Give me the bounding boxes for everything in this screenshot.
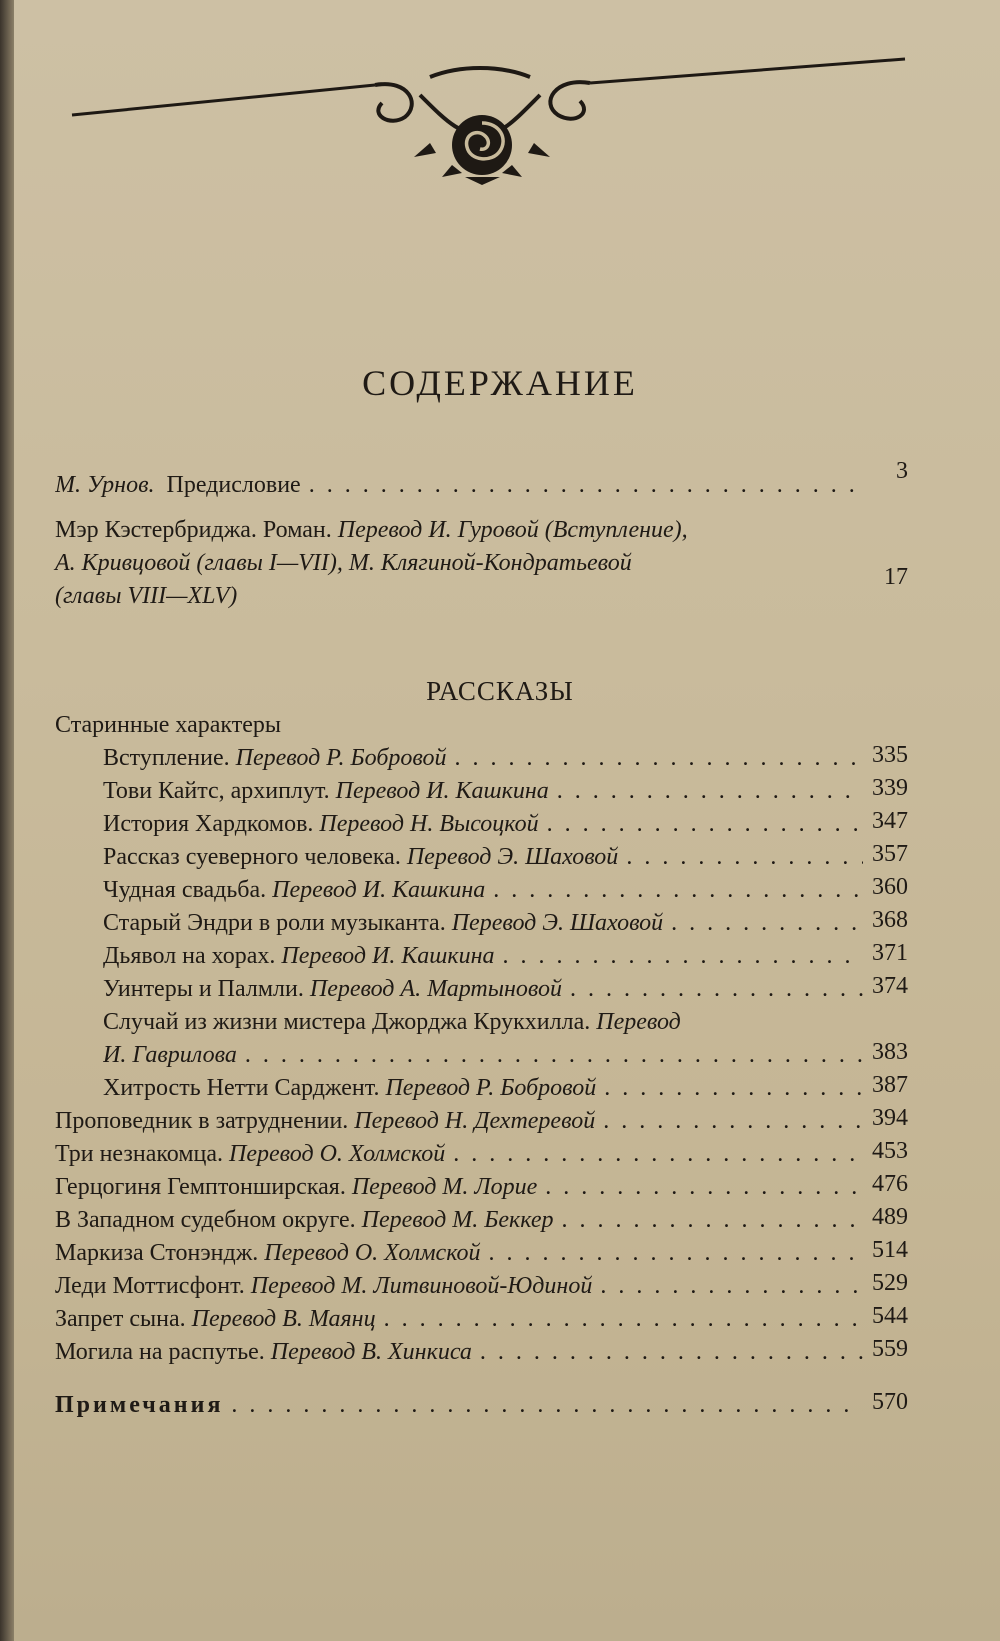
leader-dots <box>493 875 863 905</box>
toc-entry[interactable] <box>55 1106 863 1136</box>
toc-entry[interactable] <box>55 1304 863 1334</box>
entry-translator: Перевод Н. Высоцкой <box>319 811 539 837</box>
leader-dots <box>455 743 864 773</box>
toc-entry[interactable] <box>103 974 863 1004</box>
leader-dots <box>600 1271 863 1301</box>
page-number: 529 <box>872 1270 908 1296</box>
entry-translator: Перевод <box>596 1009 681 1035</box>
toc-entry[interactable] <box>55 1139 863 1169</box>
page-number: 335 <box>872 742 908 768</box>
page-number: 453 <box>872 1138 908 1164</box>
leader-dots <box>503 941 863 971</box>
page-number: 383 <box>872 1039 908 1065</box>
novel-title: Мэр Кэстербриджа. Роман. <box>55 517 332 543</box>
entry-title: Рассказ суеверного человека. <box>103 844 401 870</box>
entry-translator: Перевод Н. Дехтеревой <box>354 1108 596 1134</box>
page-number: 476 <box>872 1171 908 1197</box>
leader-dots <box>570 974 863 1004</box>
entry-translator: Перевод О. Холмской <box>264 1240 481 1266</box>
entry-translator: Перевод Р. Бобровой <box>235 745 447 771</box>
toc-entry-notes[interactable] <box>55 1390 863 1420</box>
toc-entry[interactable] <box>103 941 863 971</box>
entry-title: Случай из жизни мистера Джорджа Крукхилла. <box>103 1009 591 1035</box>
entry-title: Три незнакомца. <box>55 1141 224 1167</box>
preface-title: Предисловие <box>166 472 301 498</box>
page-number: 374 <box>872 973 908 999</box>
entry-translator: Перевод Э. Шаховой <box>451 910 664 936</box>
toc-entry[interactable] <box>103 875 863 905</box>
notes-title: Примечания <box>55 1392 224 1418</box>
entry-title: Вступление. <box>103 745 230 771</box>
toc-entry[interactable] <box>55 1337 863 1367</box>
section-title-stories: РАССКАЗЫ <box>426 676 574 706</box>
leader-dots <box>453 1139 863 1169</box>
toc-entry[interactable] <box>55 1205 863 1235</box>
page-edge-shadow <box>0 0 14 1641</box>
entry-title: Тови Кайтс, архиплут. <box>103 778 330 804</box>
entry-translator: Перевод М. Лорие <box>351 1174 538 1200</box>
leader-dots <box>480 1337 863 1367</box>
toc-entry[interactable] <box>55 1172 863 1202</box>
entry-translator: Перевод В. Хинкиса <box>270 1339 472 1365</box>
leader-dots <box>245 1040 863 1070</box>
toc-entry-novel[interactable] <box>55 514 855 613</box>
leader-dots <box>231 1390 863 1420</box>
novel-translator-1: Перевод И. Гуровой (Вступление), <box>337 517 688 543</box>
page-number: 570 <box>872 1389 908 1415</box>
leader-dots <box>671 908 863 938</box>
decorative-ornament <box>70 55 950 185</box>
entry-title: Проповедник в затруднении. <box>55 1108 349 1134</box>
entry-translator: Перевод М. Беккер <box>361 1207 554 1233</box>
page-number: 387 <box>872 1072 908 1098</box>
leader-dots <box>309 470 865 500</box>
page-number: 17 <box>884 564 908 590</box>
leader-dots <box>557 776 863 806</box>
novel-translator-3: (главы VIII—XLV) <box>55 583 238 609</box>
toc-entry[interactable] <box>103 1073 863 1103</box>
toc-entry-preface[interactable] <box>55 470 865 500</box>
leader-dots <box>562 1205 863 1235</box>
entry-translator: Перевод И. Кашкина <box>335 778 549 804</box>
entry-title: Маркиза Стонэндж. <box>55 1240 259 1266</box>
entry-translator: Перевод И. Кашкина <box>272 877 486 903</box>
entry-title: Старый Эндри в роли музыканта. <box>103 910 446 936</box>
page-number: 368 <box>872 907 908 933</box>
page-number: 394 <box>872 1105 908 1131</box>
entry-translator: Перевод А. Мартыновой <box>309 976 563 1002</box>
entry-title: Хитрость Нетти Сарджент. <box>103 1075 380 1101</box>
toc-entry[interactable] <box>55 1271 863 1301</box>
toc-entry[interactable] <box>103 908 863 938</box>
preface-author: М. Урнов. <box>55 472 155 498</box>
toc-entry[interactable] <box>103 743 863 773</box>
entry-title: Запрет сына. <box>55 1306 186 1332</box>
group-heading: Старинные характеры <box>55 712 282 738</box>
entry-title: Дьявол на хорах. <box>103 943 276 969</box>
leader-dots <box>545 1172 863 1202</box>
page-number: 544 <box>872 1303 908 1329</box>
entry-title: Чудная свадьба. <box>103 877 267 903</box>
page-number: 360 <box>872 874 908 900</box>
entry-title: Герцогиня Гемптонширская. <box>55 1174 346 1200</box>
novel-translator-2: А. Кривцовой (главы I—VII), М. Клягиной-Кондратьевой <box>55 550 632 576</box>
toc-entry-crookhill-line1[interactable] <box>103 1007 903 1037</box>
page-number: 3 <box>896 458 908 484</box>
entry-translator: И. Гаврилова <box>103 1042 237 1068</box>
page-number: 514 <box>872 1237 908 1263</box>
leader-dots <box>603 1106 863 1136</box>
page-number: 347 <box>872 808 908 834</box>
page-number: 339 <box>872 775 908 801</box>
toc-entry-crookhill-line2[interactable] <box>103 1040 863 1070</box>
page-number: 559 <box>872 1336 908 1362</box>
entry-translator: Перевод О. Холмской <box>229 1141 446 1167</box>
toc-entry[interactable] <box>103 809 863 839</box>
entry-translator: Перевод Э. Шаховой <box>406 844 619 870</box>
leader-dots <box>604 1073 863 1103</box>
entry-title: Уинтеры и Палмли. <box>103 976 304 1002</box>
leader-dots <box>626 842 863 872</box>
page-number: 489 <box>872 1204 908 1230</box>
entry-title: Могила на распутье. <box>55 1339 265 1365</box>
toc-title: СОДЕРЖАНИЕ <box>362 363 638 403</box>
leader-dots <box>489 1238 863 1268</box>
page-number: 371 <box>872 940 908 966</box>
entry-title: В Западном судебном округе. <box>55 1207 356 1233</box>
entry-title: Леди Моттисфонт. <box>55 1273 245 1299</box>
page-number: 357 <box>872 841 908 867</box>
entry-translator: Перевод Р. Бобровой <box>385 1075 597 1101</box>
leader-dots <box>547 809 863 839</box>
leader-dots <box>384 1304 863 1334</box>
entry-title: История Хардкомов. <box>103 811 314 837</box>
entry-translator: Перевод И. Кашкина <box>281 943 495 969</box>
entry-translator: Перевод В. Маянц <box>191 1306 376 1332</box>
toc-entry[interactable] <box>55 1238 863 1268</box>
toc-entry[interactable] <box>103 776 863 806</box>
toc-entry[interactable] <box>103 842 863 872</box>
entry-translator: Перевод М. Литвиновой-Юдиной <box>250 1273 593 1299</box>
